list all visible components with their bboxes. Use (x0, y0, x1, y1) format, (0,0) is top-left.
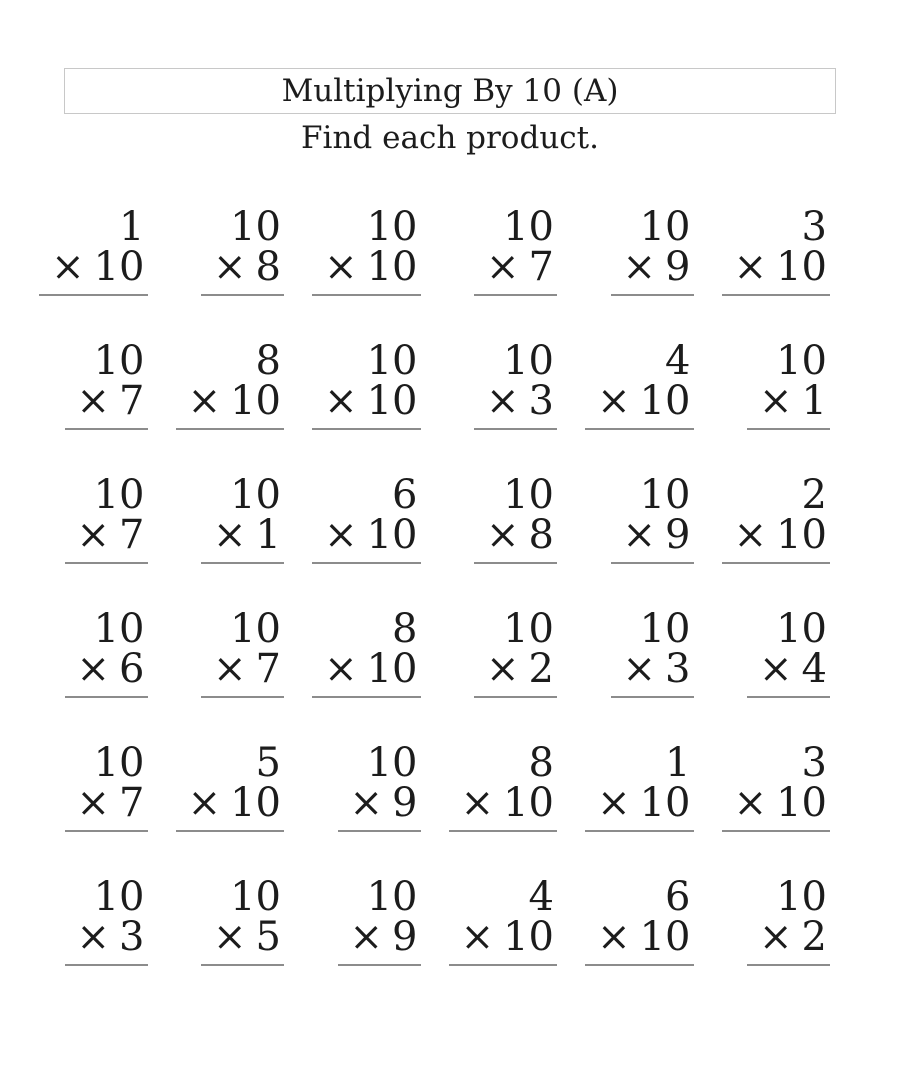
multiplier-row-with-answer-line (312, 244, 420, 296)
multiplier: 9 (392, 780, 418, 826)
multiplicand: 10 (93, 606, 145, 652)
multiplicand: 2 (801, 472, 827, 518)
multiplier: 10 (366, 378, 418, 424)
multiply-sign: × (324, 512, 358, 558)
multiply-sign: × (597, 378, 631, 424)
multiplication-problem (312, 204, 420, 296)
multiplicand: 6 (665, 874, 691, 920)
multiplication-problem (449, 740, 557, 832)
multiply-sign: × (759, 646, 793, 692)
multiplier: 10 (503, 780, 554, 826)
multiplier-row-with-answer-line (474, 646, 557, 698)
multiplier-row-with-answer-line (474, 378, 557, 430)
multiplicand: 10 (503, 204, 554, 250)
multiplication-problem (201, 874, 284, 966)
multiply-sign: × (213, 646, 247, 692)
multiplier: 5 (255, 914, 281, 960)
multiplication-problem (65, 740, 148, 832)
multiplier: 10 (776, 512, 827, 558)
multiplication-problem (747, 606, 830, 698)
multiplier-row-with-answer-line (722, 244, 830, 296)
multiplicand: 6 (392, 472, 418, 518)
multiplicand: 10 (639, 472, 691, 518)
multiplier-row-with-answer-line (338, 780, 421, 832)
multiplier: 8 (255, 244, 281, 290)
multiplier: 10 (639, 378, 691, 424)
multiplier: 9 (665, 512, 691, 558)
multiplication-problem (722, 740, 830, 832)
multiplication-problem (65, 874, 148, 966)
multiplier: 10 (93, 244, 145, 290)
multiplier: 10 (776, 780, 827, 826)
multiply-sign: × (324, 378, 358, 424)
multiplication-problem (747, 874, 830, 966)
multiplicand: 10 (230, 606, 281, 652)
multiply-sign: × (622, 244, 657, 290)
multiplication-problem (201, 606, 284, 698)
multiplier: 7 (119, 780, 145, 826)
multiplier: 1 (255, 512, 281, 558)
multiply-sign: × (76, 780, 111, 826)
multiplication-problem (201, 204, 284, 296)
multiplicand: 10 (503, 338, 554, 384)
multiplicand: 8 (528, 740, 554, 786)
multiplication-problem (722, 204, 830, 296)
multiplier: 8 (528, 512, 554, 558)
multiplier-row-with-answer-line (722, 780, 830, 832)
multiplier-row-with-answer-line (611, 646, 694, 698)
multiplication-problem (65, 606, 148, 698)
multiply-sign: × (76, 378, 111, 424)
multiplication-problem (585, 740, 693, 832)
multiplier: 3 (665, 646, 691, 692)
multiplication-problem (39, 204, 147, 296)
multiplication-problem (747, 338, 830, 430)
multiply-sign: × (486, 646, 520, 692)
multiply-sign: × (187, 780, 222, 826)
multiplication-problem (449, 874, 557, 966)
multiplier-row-with-answer-line (611, 512, 694, 564)
multiplier-row-with-answer-line (474, 244, 557, 296)
multiply-sign: × (213, 244, 247, 290)
multiply-sign: × (733, 244, 768, 290)
multiplication-problem (474, 472, 557, 564)
multiplier-row-with-answer-line (39, 244, 147, 296)
multiplier-row-with-answer-line (747, 914, 830, 966)
worksheet-title-box (64, 68, 836, 114)
multiply-sign: × (622, 512, 657, 558)
multiplier: 10 (230, 780, 281, 826)
multiplier-row-with-answer-line (722, 512, 830, 564)
multiply-sign: × (213, 512, 247, 558)
multiplication-problem (312, 338, 420, 430)
multiplication-problem (611, 606, 694, 698)
worksheet-instruction: Find each product. (301, 120, 599, 156)
multiplier-row-with-answer-line (176, 378, 284, 430)
multiplicand: 4 (528, 874, 554, 920)
multiply-sign: × (349, 914, 384, 960)
multiply-sign: × (324, 244, 358, 290)
multiplicand: 8 (255, 338, 281, 384)
multiplicand: 10 (776, 338, 827, 384)
multiplication-problem (201, 472, 284, 564)
multiply-sign: × (76, 914, 111, 960)
multiplication-problem (585, 338, 693, 430)
multiplier-row-with-answer-line (312, 646, 420, 698)
multiplier-row-with-answer-line (747, 646, 830, 698)
multiplier-row-with-answer-line (338, 914, 421, 966)
multiply-sign: × (733, 512, 768, 558)
multiplier: 7 (528, 244, 554, 290)
multiplication-problem (176, 740, 284, 832)
worksheet-title: Multiplying By 10 (A) (281, 72, 619, 109)
multiplier: 1 (801, 378, 827, 424)
multiplicand: 10 (366, 204, 418, 250)
multiply-sign: × (460, 914, 495, 960)
multiplicand: 10 (230, 204, 281, 250)
multiplier: 10 (366, 244, 418, 290)
multiplication-problem (338, 740, 421, 832)
multiplier-row-with-answer-line (65, 512, 148, 564)
multiplicand: 10 (230, 472, 281, 518)
multiply-sign: × (486, 378, 520, 424)
multiplicand: 10 (639, 606, 691, 652)
multiply-sign: × (76, 646, 111, 692)
multiplier-row-with-answer-line (611, 244, 694, 296)
multiplier-row-with-answer-line (65, 646, 148, 698)
multiplier: 6 (119, 646, 145, 692)
multiplicand: 10 (776, 874, 827, 920)
multiply-sign: × (76, 512, 111, 558)
multiplication-problem (65, 338, 148, 430)
multiply-sign: × (187, 378, 222, 424)
multiplier-row-with-answer-line (585, 378, 693, 430)
multiplicand: 10 (503, 472, 554, 518)
multiplication-problem (312, 472, 420, 564)
multiplicand: 1 (665, 740, 691, 786)
multiplication-problem (474, 204, 557, 296)
multiply-sign: × (460, 780, 495, 826)
multiplicand: 10 (366, 874, 418, 920)
multiplication-problem (65, 472, 148, 564)
multiply-sign: × (733, 780, 768, 826)
multiplier: 7 (255, 646, 281, 692)
multiplier: 10 (503, 914, 554, 960)
multiplier: 10 (366, 646, 418, 692)
multiplier: 10 (230, 378, 281, 424)
multiply-sign: × (486, 512, 520, 558)
multiplier: 7 (119, 512, 145, 558)
multiplication-problem (176, 338, 284, 430)
multiply-sign: × (597, 780, 631, 826)
multiply-sign: × (324, 646, 358, 692)
multiplication-problem (312, 606, 420, 698)
multiplier: 4 (801, 646, 827, 692)
multiplier: 7 (119, 378, 145, 424)
multiplication-problem (338, 874, 421, 966)
multiplier: 3 (528, 378, 554, 424)
multiplicand: 10 (366, 740, 418, 786)
multiply-sign: × (486, 244, 520, 290)
multiplication-problem (474, 606, 557, 698)
multiply-sign: × (759, 378, 793, 424)
multiplicand: 10 (230, 874, 281, 920)
multiplication-problem (611, 472, 694, 564)
problems-grid (11, 204, 830, 966)
multiplier-row-with-answer-line (449, 780, 557, 832)
multiplicand: 10 (366, 338, 418, 384)
multiplier-row-with-answer-line (176, 780, 284, 832)
multiplier-row-with-answer-line (201, 512, 284, 564)
multiply-sign: × (622, 646, 657, 692)
multiplier: 10 (639, 780, 691, 826)
multiplier-row-with-answer-line (747, 378, 830, 430)
multiplier-row-with-answer-line (449, 914, 557, 966)
multiplicand: 10 (93, 740, 145, 786)
multiplier-row-with-answer-line (65, 914, 148, 966)
multiplicand: 3 (801, 740, 827, 786)
multiply-sign: × (51, 244, 85, 290)
multiplicand: 10 (93, 472, 145, 518)
multiplier-row-with-answer-line (65, 378, 148, 430)
multiplier-row-with-answer-line (201, 646, 284, 698)
multiplication-problem (611, 204, 694, 296)
multiplicand: 8 (392, 606, 418, 652)
multiplier: 10 (639, 914, 691, 960)
multiplication-problem (722, 472, 830, 564)
multiplier-row-with-answer-line (585, 780, 693, 832)
multiplier-row-with-answer-line (201, 244, 284, 296)
multiplicand: 5 (255, 740, 281, 786)
multiplicand: 4 (665, 338, 691, 384)
multiplicand: 10 (776, 606, 827, 652)
multiplier: 3 (119, 914, 145, 960)
multiplier: 9 (665, 244, 691, 290)
multiplier: 10 (366, 512, 418, 558)
multiplicand: 10 (93, 338, 145, 384)
multiplier: 9 (392, 914, 418, 960)
multiply-sign: × (597, 914, 631, 960)
multiplicand: 10 (503, 606, 554, 652)
multiplier-row-with-answer-line (474, 512, 557, 564)
multiplication-problem (474, 338, 557, 430)
multiplier: 2 (801, 914, 827, 960)
multiplier: 2 (528, 646, 554, 692)
multiply-sign: × (213, 914, 247, 960)
multiplication-problem (585, 874, 693, 966)
multiplier-row-with-answer-line (201, 914, 284, 966)
multiplicand: 1 (119, 204, 145, 250)
multiplier-row-with-answer-line (585, 914, 693, 966)
multiplier: 10 (776, 244, 827, 290)
multiply-sign: × (759, 914, 793, 960)
multiplicand: 10 (639, 204, 691, 250)
multiplier-row-with-answer-line (65, 780, 148, 832)
multiplier-row-with-answer-line (312, 378, 420, 430)
multiplier-row-with-answer-line (312, 512, 420, 564)
multiplicand: 3 (801, 204, 827, 250)
multiply-sign: × (349, 780, 384, 826)
multiplicand: 10 (93, 874, 145, 920)
